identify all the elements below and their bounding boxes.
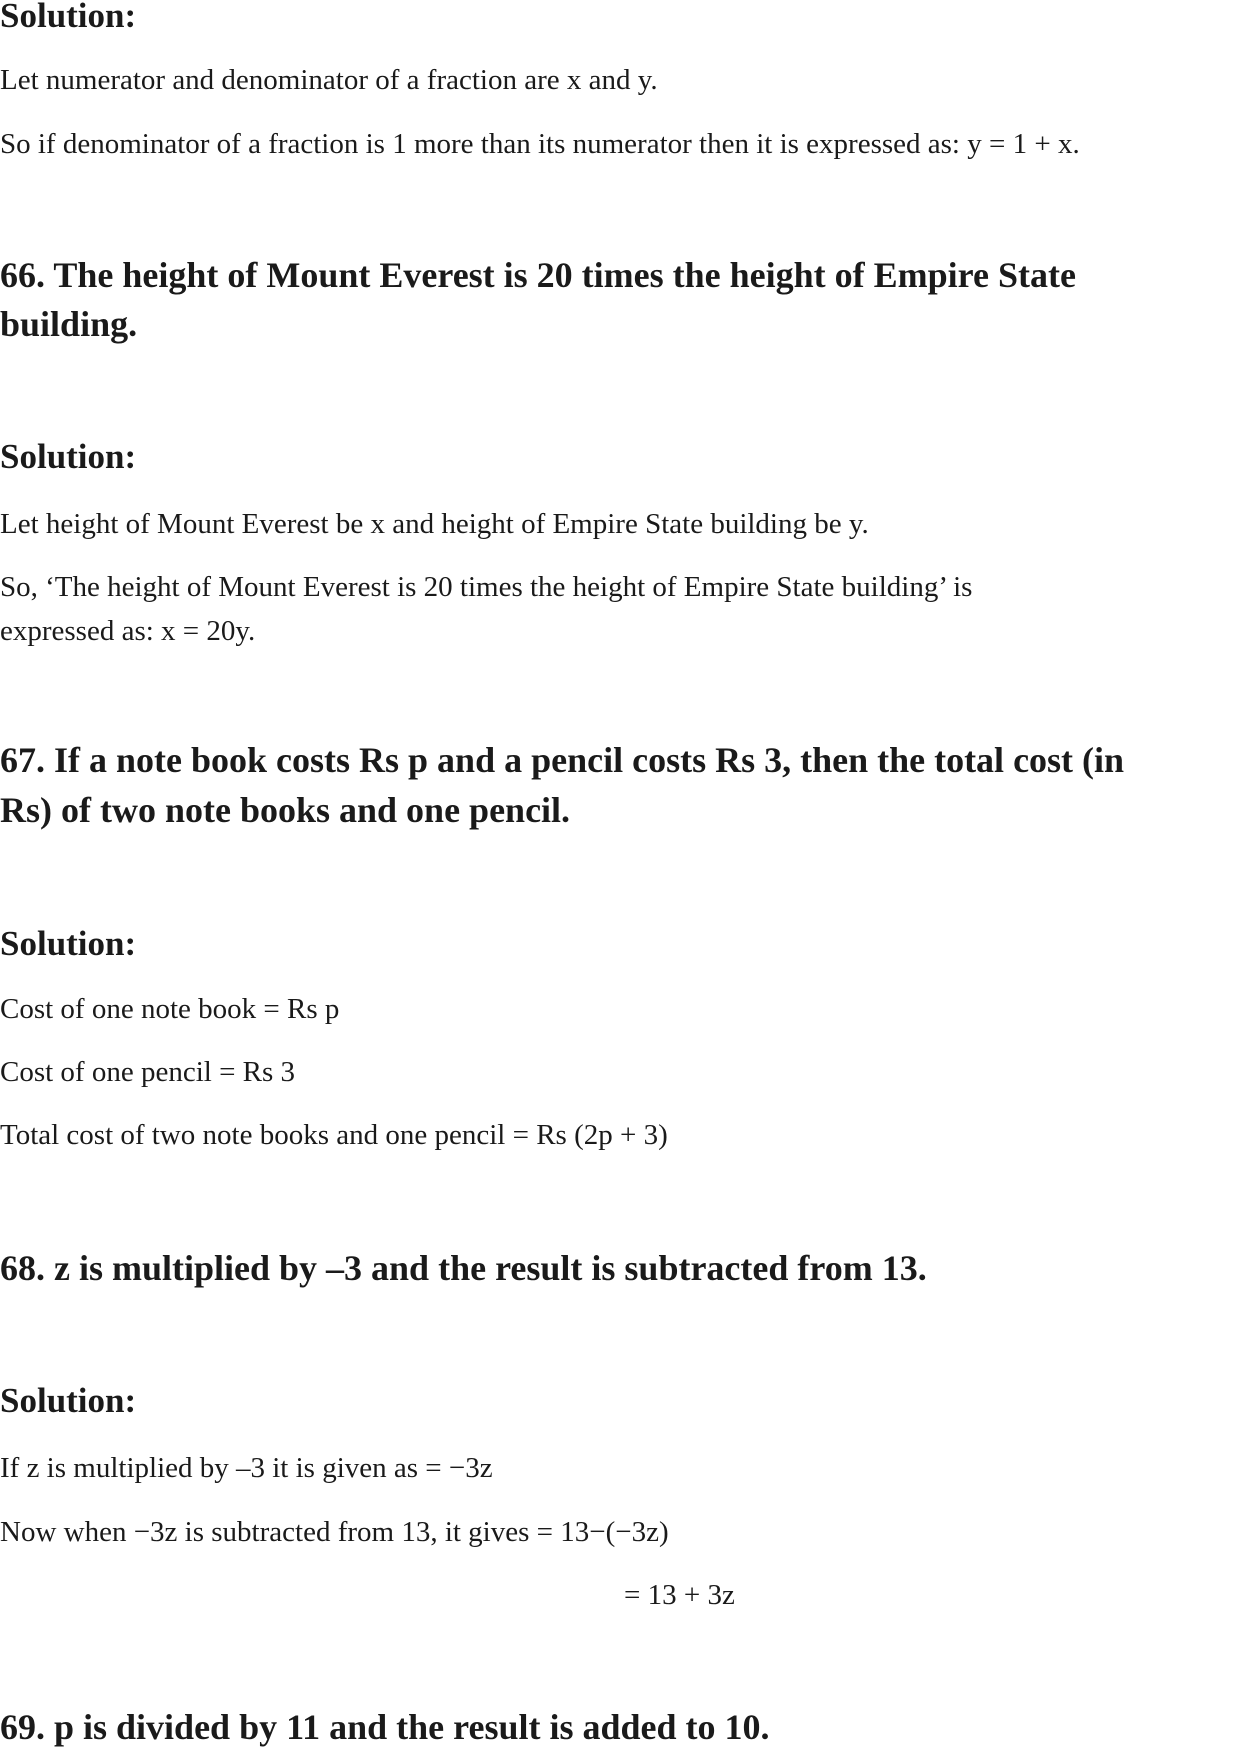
question-66: 66. The height of Mount Everest is 20 times the height of Empire State: [0, 255, 1076, 295]
solution-line: If z is multiplied by –3 it is given as = −3z: [0, 1452, 493, 1484]
question-67: 67. If a note book costs Rs p and a pencil costs Rs 3, then the total cost (in: [0, 740, 1125, 780]
question-68: 68. z is multiplied by –3 and the result is subtracted from 13.: [0, 1248, 927, 1288]
solution-line: Let numerator and denominator of a fraction are x and y.: [0, 64, 658, 96]
question-67: Rs) of two note books and one pencil.: [0, 790, 571, 830]
solution-line: expressed as: x = 20y.: [0, 615, 256, 647]
solution-heading: Solution:: [0, 1381, 137, 1420]
solution-heading: Solution:: [0, 924, 137, 963]
solution-heading: Solution:: [0, 0, 137, 35]
solution-line: Now when −3z is subtracted from 13, it gives = 13−(−3z): [0, 1516, 669, 1548]
question-66: building.: [0, 304, 138, 344]
solution-line: = 13 + 3z: [624, 1579, 735, 1611]
solution-line: So, ‘The height of Mount Everest is 20 times the height of Empire State building’ is: [0, 571, 973, 603]
solution-line: Total cost of two note books and one pencil = Rs (2p + 3): [0, 1119, 668, 1151]
solution-line: Cost of one pencil = Rs 3: [0, 1056, 296, 1088]
question-69: 69. p is divided by 11 and the result is added to 10.: [0, 1707, 770, 1747]
solution-line: So if denominator of a fraction is 1 more than its numerator then it is expressed as: y = 1 + x.: [0, 128, 1080, 160]
solution-line: Cost of one note book = Rs p: [0, 993, 340, 1025]
solution-line: Let height of Mount Everest be x and height of Empire State building be y.: [0, 508, 869, 540]
solution-heading: Solution:: [0, 437, 137, 476]
